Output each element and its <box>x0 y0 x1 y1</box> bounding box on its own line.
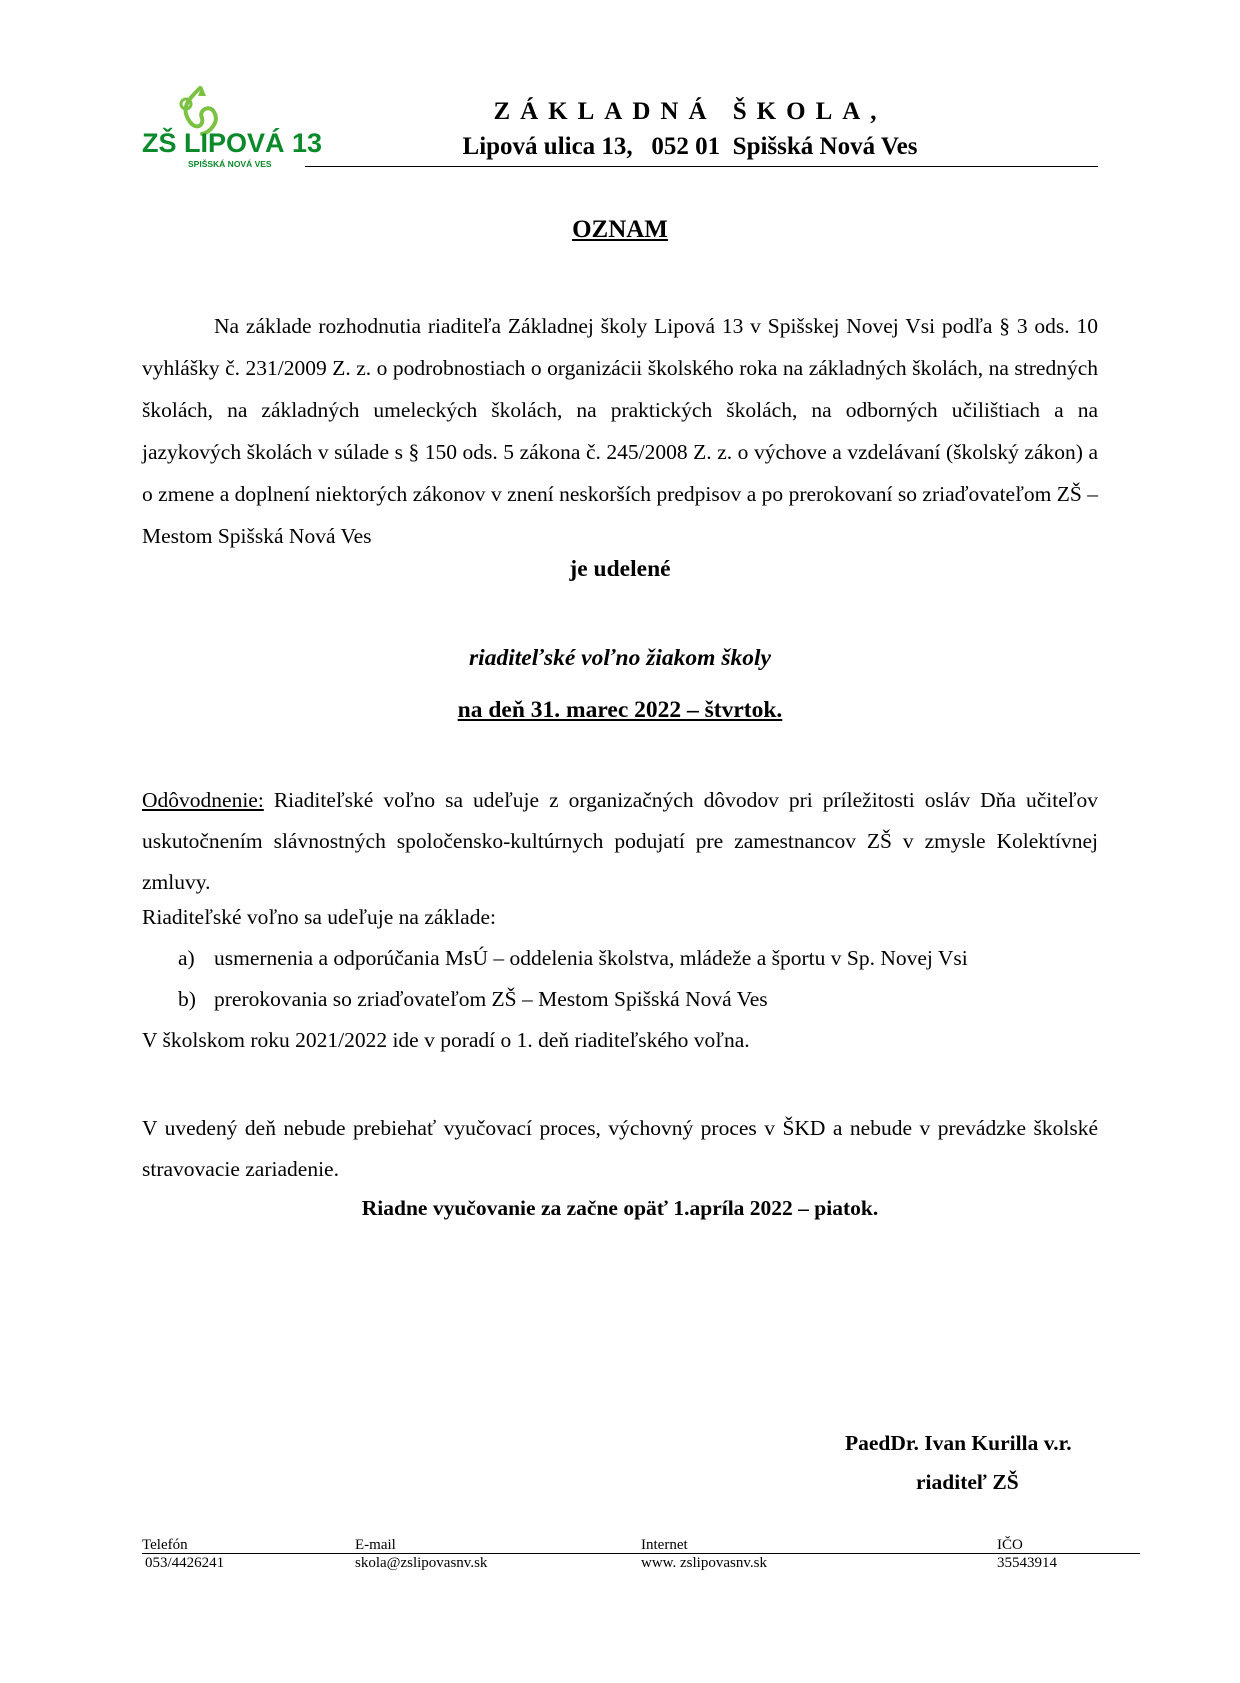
list-marker: a) <box>178 946 195 970</box>
reason-text: Riaditeľské voľno sa udeľuje z organizačných dôvodov pri príležitosti osláv Dňa učiteľov uskutočnením slávnostných spoločensko-kultúrnych podujatí pre zamestnancov ZŠ v zmysle Kolektívnej zmluvy. <box>142 788 1098 894</box>
footer-web-label: Internet <box>641 1537 688 1553</box>
signature-name: PaedDr. Ivan Kurilla v.r. <box>845 1431 1072 1455</box>
year-note: V školskom roku 2021/2022 ide v poradí o 1. deň riaditeľského voľna. <box>142 1028 750 1052</box>
logo-text: ZŠ LIPOVÁ 13 <box>142 128 323 158</box>
footer-phone-label: Telefón <box>142 1537 188 1553</box>
footer-email: skola@zslipovasnv.sk <box>355 1555 488 1571</box>
reason-paragraph <box>142 780 1098 903</box>
footer-ico: 35543914 <box>997 1555 1057 1571</box>
header-divider <box>305 166 1098 167</box>
school-logo <box>140 82 323 172</box>
reason-label: Odôvodnenie: <box>142 788 264 812</box>
list-marker: b) <box>178 987 196 1011</box>
signature-role: riaditeľ ZŠ <box>916 1470 1019 1494</box>
logo-subtext: SPIŠSKÁ NOVÁ VES <box>188 159 272 169</box>
footer-email-label: E-mail <box>355 1537 396 1553</box>
leave-heading: riaditeľské voľno žiakom školy <box>469 645 771 671</box>
basis-intro: Riaditeľské voľno sa udeľuje na základe: <box>142 905 496 929</box>
footer-ico-label: IČO <box>997 1537 1023 1553</box>
intro-paragraph: Na základe rozhodnutia riaditeľa Základnej školy Lipová 13 v Spišskej Novej Vsi podľa § 3 ods. 10 vyhlášky č. 231/2009 Z. z. o podrobnostiach o organizácii školského roka na základných školách, na stredných školách, na základných umeleckých školách, na praktických školách, na odborných učilištiach a na jazykových školách v súlade s § 150 ods. 5 zákona č. 245/2008 Z. z. o výchove a vzdelávaní (školský zákon) a o zmene a doplnení niektorých zákonov v znení neskorších predpisov a po prerokovaní so zriaďovateľom ZŠ – Mestom Spišská Nová Ves <box>142 314 1098 548</box>
school-name: ZÁKLADNÁ ŠKOLA, <box>493 98 887 125</box>
school-address: Lipová ulica 13, 052 01 Spišská Nová Ves <box>462 133 918 160</box>
list-item <box>178 946 968 971</box>
list-item <box>178 987 768 1012</box>
resume-note: Riadne vyučovanie za začne opäť 1.apríla 2022 – piatok. <box>361 1196 879 1220</box>
granted-text: je udelené <box>569 556 671 582</box>
process-note: V uvedený deň nebude prebiehať vyučovací proces, výchovný proces v ŠKD a nebude v prevádzke školské stravovacie zariadenie. <box>142 1116 1098 1181</box>
list-item-text: usmernenia a odporúčania MsÚ – oddelenia školstva, mládeže a športu v Sp. Novej Vsi <box>214 946 968 970</box>
document-title: OZNAM <box>572 216 668 243</box>
footer-divider <box>142 1553 1140 1554</box>
footer-phone: 053/4426241 <box>145 1555 225 1571</box>
list-item-text: prerokovania so zriaďovateľom ZŠ – Mestom Spišská Nová Ves <box>214 987 768 1011</box>
footer-web: www. zslipovasnv.sk <box>641 1555 767 1571</box>
leave-date: na deň 31. marec 2022 – štvrtok. <box>457 697 783 723</box>
